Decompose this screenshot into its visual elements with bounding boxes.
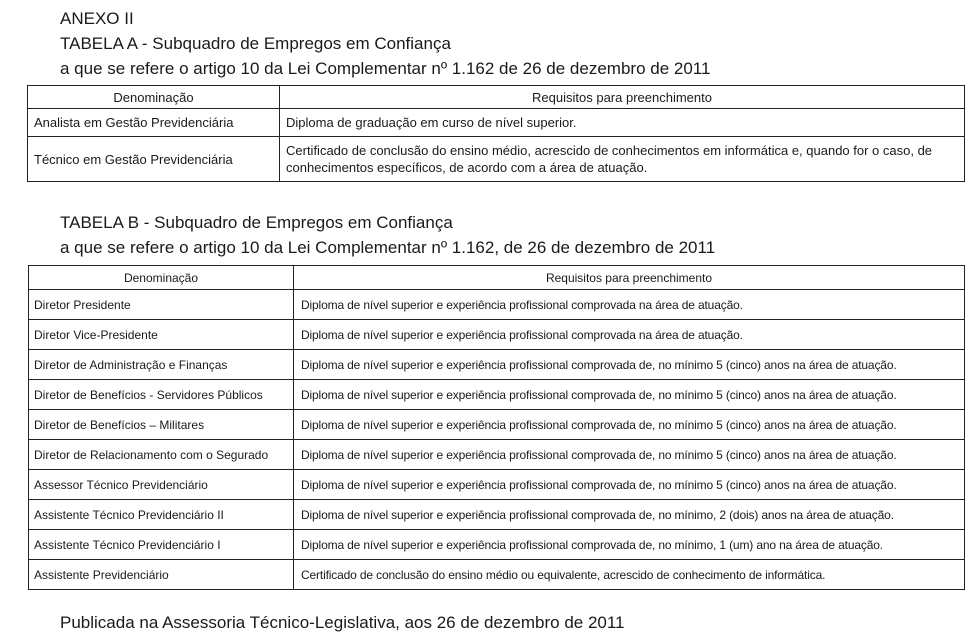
table-b-cell-name: Assistente Técnico Previdenciário I	[29, 530, 294, 560]
table-b	[28, 265, 965, 590]
table-b-cell-req: Diploma de nível superior e experiência profissional comprovada de, no mínimo, 1 (um) ano na área de atuação.	[294, 530, 965, 560]
table-a-cell-name: Técnico em Gestão Previdenciária	[28, 137, 280, 182]
table-b-cell-req: Diploma de nível superior e experiência profissional comprovada de, no mínimo 5 (cinco) anos na área de atuação.	[294, 410, 965, 440]
table-b-cell-req: Certificado de conclusão do ensino médio ou equivalente, acrescido de conhecimento de informática.	[294, 560, 965, 590]
table-a-cell-req: Certificado de conclusão do ensino médio, acrescido de conhecimentos em informática e, quando for o caso, de conhecimentos específicos, de acordo com a área de atuação.	[280, 137, 965, 182]
table-row	[29, 410, 965, 440]
table-b-cell-req: Diploma de nível superior e experiência profissional comprovada na área de atuação.	[294, 290, 965, 320]
table-b-cell-name: Diretor Vice-Presidente	[29, 320, 294, 350]
table-b-cell-req: Diploma de nível superior e experiência profissional comprovada de, no mínimo 5 (cinco) anos na área de atuação.	[294, 470, 965, 500]
table-b-cell-name: Diretor de Benefícios - Servidores Públicos	[29, 380, 294, 410]
table-b-cell-name: Assistente Técnico Previdenciário II	[29, 500, 294, 530]
table-row	[29, 290, 965, 320]
table-row	[29, 440, 965, 470]
table-a-subtitle: a que se refere o artigo 10 da Lei Complementar nº 1.162 de 26 de dezembro de 2011	[60, 59, 711, 78]
table-a-header-row	[28, 86, 965, 109]
table-b-title: TABELA B - Subquadro de Empregos em Confiança	[60, 213, 453, 232]
table-b-cell-name: Diretor de Benefícios – Militares	[29, 410, 294, 440]
table-row	[28, 137, 965, 182]
table-a-header-requisitos: Requisitos para preenchimento	[280, 86, 965, 109]
publication-footer: Publicada na Assessoria Técnico-Legislativa, aos 26 de dezembro de 2011	[60, 613, 625, 632]
table-b-header-row	[29, 266, 965, 290]
table-b-header-denominacao: Denominação	[29, 266, 294, 290]
table-row	[29, 320, 965, 350]
table-row	[29, 560, 965, 590]
table-b-cell-name: Diretor Presidente	[29, 290, 294, 320]
table-a-header-denominacao: Denominação	[28, 86, 280, 109]
table-b-cell-name: Assessor Técnico Previdenciário	[29, 470, 294, 500]
table-b-cell-req: Diploma de nível superior e experiência profissional comprovada de, no mínimo 5 (cinco) anos na área de atuação.	[294, 380, 965, 410]
table-b-cell-name: Assistente Previdenciário	[29, 560, 294, 590]
table-row	[29, 470, 965, 500]
table-row	[29, 530, 965, 560]
table-b-cell-req: Diploma de nível superior e experiência profissional comprovada de, no mínimo 5 (cinco) anos na área de atuação.	[294, 440, 965, 470]
table-a-cell-name: Analista em Gestão Previdenciária	[28, 109, 280, 137]
annex-title: ANEXO II	[60, 9, 134, 28]
table-row	[29, 350, 965, 380]
table-b-subtitle: a que se refere o artigo 10 da Lei Complementar nº 1.162, de 26 de dezembro de 2011	[60, 238, 716, 257]
table-b-cell-name: Diretor de Administração e Finanças	[29, 350, 294, 380]
table-a-title: TABELA A - Subquadro de Empregos em Confiança	[60, 34, 451, 53]
table-b-cell-req: Diploma de nível superior e experiência profissional comprovada de, no mínimo 5 (cinco) anos na área de atuação.	[294, 350, 965, 380]
table-a-cell-req: Diploma de graduação em curso de nível superior.	[280, 109, 965, 137]
table-b-header-requisitos: Requisitos para preenchimento	[294, 266, 965, 290]
table-row	[28, 109, 965, 137]
table-a	[27, 85, 965, 182]
table-b-cell-name: Diretor de Relacionamento com o Segurado	[29, 440, 294, 470]
table-row	[29, 500, 965, 530]
table-b-cell-req: Diploma de nível superior e experiência profissional comprovada na área de atuação.	[294, 320, 965, 350]
table-row	[29, 380, 965, 410]
table-b-cell-req: Diploma de nível superior e experiência profissional comprovada de, no mínimo, 2 (dois) anos na área de atuação.	[294, 500, 965, 530]
